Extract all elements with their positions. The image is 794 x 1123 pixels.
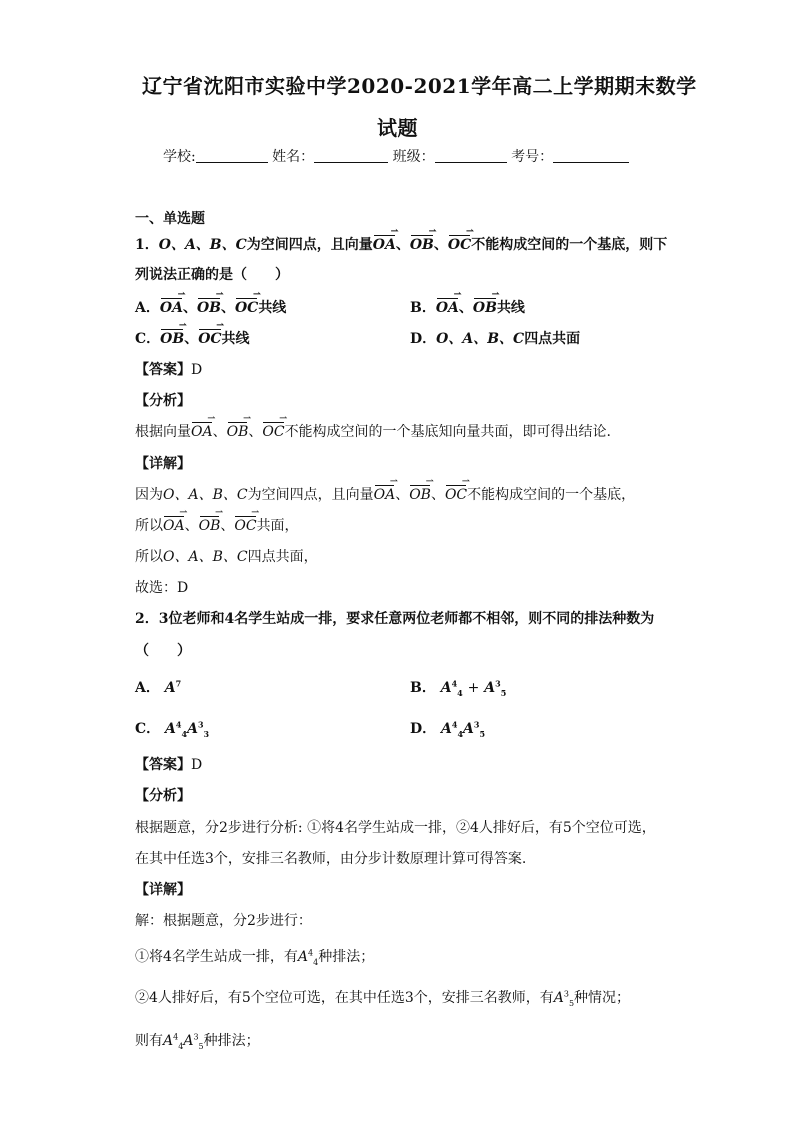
q1-points: O、A、B、C — [158, 237, 247, 253]
option-text: 四点共面 — [524, 331, 581, 347]
vector-ob: OB ⇀ — [409, 487, 431, 503]
text: 因为 — [135, 487, 163, 503]
option-text: 共线 — [258, 300, 287, 316]
vector-oa: OA ⇀ — [436, 300, 459, 316]
points: O、A、B、C — [163, 549, 248, 565]
q1-option-d[interactable] — [410, 328, 580, 348]
perm-a53: $A^3_5$ — [553, 989, 575, 1008]
q2-option-c[interactable] — [135, 718, 209, 739]
sep: 、 — [395, 237, 410, 253]
q2-detail-line4 — [135, 1030, 260, 1051]
sep: 、 — [212, 424, 227, 440]
text: 种排法； — [318, 949, 375, 965]
option-label: B． — [410, 300, 436, 316]
vector-oc: OC ⇀ — [262, 424, 284, 440]
q1-text: 为空间四点，且向量 — [246, 237, 373, 253]
exam-no-label: 考号： — [511, 149, 554, 165]
school-label: 学校: — [163, 149, 196, 165]
sep: 、 — [458, 300, 473, 316]
school-field[interactable] — [196, 148, 268, 163]
q1-detail-line3 — [135, 546, 318, 566]
class-field[interactable] — [435, 148, 507, 163]
text: 所以 — [135, 549, 163, 565]
student-info — [163, 146, 629, 166]
perm-a44: $A^4_4$ — [441, 719, 464, 739]
plus: + — [467, 680, 480, 696]
option-label: A． — [135, 680, 160, 696]
vector-oc: OC ⇀ — [448, 237, 471, 253]
text: 不能构成空间的一个基底知向量共面，即可得出结论. — [284, 424, 612, 440]
vector-ob: OB ⇀ — [197, 300, 221, 316]
answer-tag: 【答案】 — [135, 757, 191, 773]
vector-ob: OB ⇀ — [473, 300, 497, 316]
exam-no-field[interactable] — [553, 148, 629, 163]
text: 所以 — [135, 518, 163, 534]
vector-oa: OA ⇀ — [374, 487, 396, 503]
q1-final: 故选：D — [135, 580, 189, 596]
class-label: 班级： — [392, 149, 435, 165]
vector-oc: OC ⇀ — [235, 300, 258, 316]
vector-ob: OB ⇀ — [227, 424, 249, 440]
option-text: 共线 — [221, 331, 250, 347]
vector-oa: OA ⇀ — [373, 237, 396, 253]
q2-detail-line1: 解：根据题意，分2步进行： — [135, 913, 312, 929]
q1-analysis — [135, 421, 611, 441]
perm-a44: $A^4_4$ — [297, 948, 319, 967]
q1-detail-tag: 【详解】 — [135, 456, 191, 472]
vector-oc: OC ⇀ — [445, 487, 467, 503]
q2-answer — [135, 754, 202, 774]
q1-stem-line1 — [135, 234, 667, 254]
perm-a53: $A^3_5$ — [484, 678, 507, 698]
vector-ob: OB ⇀ — [410, 237, 434, 253]
q1-number: 1． — [135, 237, 159, 253]
vector-oc: OC ⇀ — [234, 518, 256, 534]
q2-analysis-line2: 在其中任选3个，安排三名教师，由分步计数原理计算可得答案. — [135, 851, 527, 867]
q1-option-c[interactable] — [135, 328, 250, 348]
q1-option-a[interactable] — [135, 297, 286, 317]
text: 则有 — [135, 1033, 163, 1049]
name-label: 姓名： — [272, 149, 315, 165]
sep: 、 — [430, 487, 445, 503]
section-heading: 一、单选题 — [135, 211, 205, 227]
name-field[interactable] — [314, 148, 388, 163]
q2-analysis-line1: 根据题意，分2步进行分析: ①将4名学生站成一排，②4人排好后，有5个空位可选， — [135, 820, 656, 836]
text: ①将4名学生站成一排，有 — [135, 949, 298, 965]
option-label: A． — [135, 300, 160, 316]
q1-detail-line1 — [135, 484, 635, 504]
q2-option-d[interactable] — [410, 718, 485, 739]
vector-oa: OA ⇀ — [163, 518, 185, 534]
text: 共面， — [256, 518, 299, 534]
perm-a44: $A^4_4$ — [163, 1032, 184, 1051]
text: 根据向量 — [135, 424, 191, 440]
perm-a33: $A^3_3$ — [187, 719, 210, 739]
vector-ob: OB ⇀ — [199, 518, 221, 534]
perm-a7: $A^7$ — [164, 678, 182, 696]
sep: 、 — [184, 331, 199, 347]
q2-detail-line3 — [135, 987, 630, 1008]
text: 不能构成空间的一个基底， — [467, 487, 636, 503]
sep: 、 — [220, 300, 235, 316]
text: 四点共面， — [247, 549, 318, 565]
text: 种情况； — [574, 990, 631, 1006]
q2-detail-tag: 【详解】 — [135, 882, 191, 898]
option-label: C． — [135, 721, 161, 737]
sep: 、 — [220, 518, 235, 534]
points: O、A、B、C — [163, 487, 248, 503]
perm-a44: $A^4_4$ — [440, 678, 463, 698]
vector-ob: OB ⇀ — [160, 331, 184, 347]
vector-oa: OA ⇀ — [160, 300, 183, 316]
q2-stem-line2: （ ） — [135, 643, 191, 659]
sep: 、 — [395, 487, 410, 503]
sep: 、 — [182, 300, 197, 316]
q1-text: 不能构成空间的一个基底，则下 — [471, 237, 668, 253]
text: ②4人排好后，有5个空位可选，在其中任选3个，安排三名教师，有 — [135, 990, 554, 1006]
option-text: 共线 — [496, 300, 525, 316]
q1-stem-line2: 列说法正确的是（ ） — [135, 267, 289, 283]
q2-option-b[interactable] — [410, 677, 506, 698]
q1-answer — [135, 359, 202, 379]
q2-analysis-tag: 【分析】 — [135, 788, 191, 804]
text: 为空间四点，且向量 — [247, 487, 374, 503]
vector-oa: OA ⇀ — [191, 424, 213, 440]
perm-a53: $A^3_5$ — [463, 719, 486, 739]
sep: 、 — [184, 518, 199, 534]
answer-value: D — [191, 362, 203, 378]
doc-title: 辽宁省沈阳市实验中学2020-2021学年高二上学期期末数学 — [142, 74, 697, 98]
option-label: D． — [410, 331, 437, 347]
q2-detail-line2 — [135, 946, 374, 967]
option-label: B． — [410, 680, 436, 696]
option-label: C． — [135, 331, 161, 347]
answer-tag: 【答案】 — [135, 362, 191, 378]
q1-option-b[interactable] — [410, 297, 525, 317]
q1-analysis-tag: 【分析】 — [135, 393, 191, 409]
text: 种排法； — [203, 1033, 260, 1049]
answer-value: D — [191, 757, 203, 773]
sep: 、 — [248, 424, 263, 440]
perm-a44: $A^4_4$ — [165, 719, 188, 739]
vector-oc: OC ⇀ — [198, 331, 221, 347]
q1-detail-line2 — [135, 515, 299, 535]
option-points: O、A、B、C — [436, 331, 525, 347]
sep: 、 — [433, 237, 448, 253]
option-label: D． — [410, 721, 437, 737]
q2-option-a[interactable] — [135, 677, 181, 697]
doc-title-line2: 试题 — [377, 116, 418, 140]
q2-stem-line1: 2．3位老师和4名学生站成一排，要求任意两位老师都不相邻，则不同的排法种数为 — [135, 611, 655, 627]
perm-a53: $A^3_5$ — [183, 1032, 204, 1051]
